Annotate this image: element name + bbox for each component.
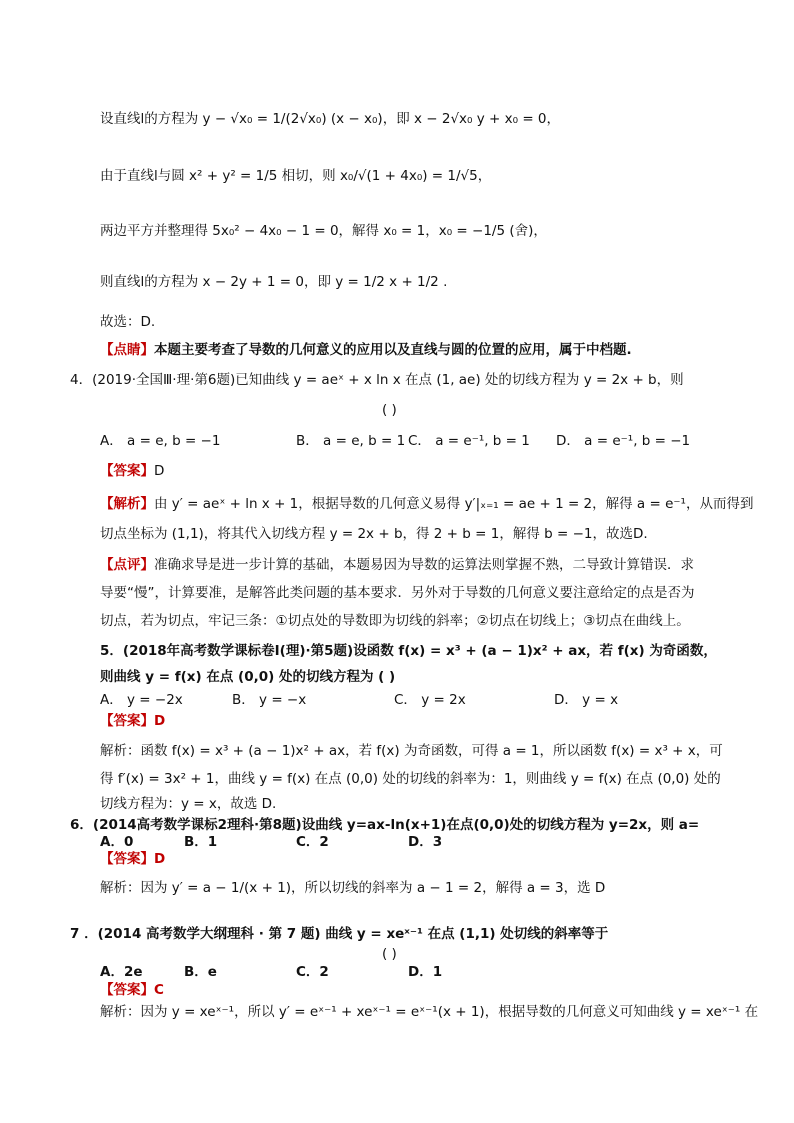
q6-option-a: A．0 — [100, 834, 134, 850]
dianjing-text: 本题主要考查了导数的几何意义的应用以及直线与圆的位置的应用，属于中档题. — [154, 342, 632, 358]
q7-option-d: D．1 — [408, 964, 443, 980]
q5-answer — [100, 711, 165, 731]
q4-comment-line-3: 切点，若为切点，牢记三条：①切点处的导数即为切线的斜率；②切点在切线上；③切点在曲线上。 — [100, 613, 690, 629]
dianjing-tag: 【点睛】 — [100, 342, 154, 358]
dianjing-note — [100, 340, 632, 360]
q4-analysis-text-1: 由 y′ = aeˣ + ln x + 1，根据导数的几何意义易得 y′|ₓ₌₁ = ae + 1 = 2，解得 a = e⁻¹，从而得到 — [154, 496, 754, 512]
q7-option-b: B．e — [184, 964, 217, 980]
q5-analysis-line-2: 得 f′(x) = 3x² + 1，曲线 y = f(x) 在点 (0,0) 处的切线的斜率为：1，则曲线 y = f(x) 在点 (0,0) 处的 — [100, 771, 721, 787]
q7-option-a: A．2e — [100, 964, 143, 980]
q6-option-b: B．1 — [184, 834, 218, 850]
q4-option-b: B． a = e, b = 1 — [296, 433, 406, 449]
q4-analysis-tag: 【解析】 — [100, 496, 154, 512]
q6-option-d: D．3 — [408, 834, 443, 850]
intro-line-3: 两边平方并整理得 5x₀² − 4x₀ − 1 = 0，解得 x₀ = 1，x₀ = −1/5 (舍)， — [100, 223, 547, 239]
intro-line-4: 则直线l的方程为 x − 2y + 1 = 0，即 y = 1/2 x + 1/2 . — [100, 274, 448, 290]
q4-answer-tag: 【答案】 — [100, 463, 154, 479]
q5-stem-line-2: 则曲线 y = f(x) 在点 (0,0) 处的切线方程为 ( ) — [100, 669, 396, 685]
q4-answer-value: D — [154, 463, 165, 479]
q5-option-b: B． y = −x — [232, 692, 307, 708]
q6-analysis: 解析：因为 y′ = a − 1/(x + 1)，所以切线的斜率为 a − 1 = 2，解得 a = 3，选 D — [100, 880, 606, 896]
q7-analysis: 解析：因为 y = xeˣ⁻¹，所以 y′ = eˣ⁻¹ + xeˣ⁻¹ = eˣ⁻¹(x + 1)，根据导数的几何意义可知曲线 y = xeˣ⁻¹ 在 — [100, 1004, 759, 1020]
intro-line-1: 设直线l的方程为 y − √x₀ = 1/(2√x₀) (x − x₀)，即 x − 2√x₀ y + x₀ = 0， — [100, 111, 561, 127]
q4-comment-line-1 — [100, 555, 694, 575]
q5-option-c: C． y = 2x — [394, 692, 466, 708]
q7-answer-tag: 【答案】 — [100, 982, 154, 998]
q4-comment-text-1: 准确求导是进一步计算的基础，本题易因为导数的运算法则掌握不熟，二导致计算错误．求 — [154, 557, 694, 573]
q7-stem: 7 ．(2014 高考数学大纲理科 · 第 7 题) 曲线 y = xeˣ⁻¹ 在点 (1,1) 处切线的斜率等于 — [70, 926, 609, 942]
intro-line-5: 故选：D. — [100, 314, 156, 330]
q5-option-a: A． y = −2x — [100, 692, 183, 708]
q7-option-c: C．2 — [296, 964, 329, 980]
q5-answer-value: D — [154, 713, 166, 729]
q5-option-d: D． y = x — [554, 692, 619, 708]
q4-analysis-line-2: 切点坐标为 (1,1)，将其代入切线方程 y = 2x + b，得 2 + b = 1，解得 b = −1，故选D. — [100, 526, 648, 542]
q4-paren: ( ) — [382, 402, 397, 418]
intro-line-2: 由于直线l与圆 x² + y² = 1/5 相切，则 x₀/√(1 + 4x₀) = 1/√5， — [100, 168, 492, 184]
q6-stem: 6．(2014高考数学课标2理科·第8题)设曲线 y=ax-ln(x+1)在点(0,0)处的切线方程为 y=2x，则 a= — [70, 817, 700, 833]
q4-option-c: C． a = e⁻¹, b = 1 — [408, 433, 530, 449]
q5-stem-line-1: 5．(2018年高考数学课标卷Ⅰ(理)·第5题)设函数 f(x) = x³ + (a − 1)x² + ax，若 f(x) 为奇函数， — [100, 643, 717, 659]
q6-answer — [100, 849, 165, 869]
q7-answer — [100, 980, 164, 1000]
q7-paren: ( ) — [382, 946, 397, 962]
q6-option-c: C．2 — [296, 834, 329, 850]
q6-answer-tag: 【答案】 — [100, 851, 154, 867]
q5-analysis-line-3: 切线方程为：y = x，故选 D. — [100, 796, 277, 812]
q5-analysis-line-1: 解析：函数 f(x) = x³ + (a − 1)x² + ax，若 f(x) 为奇函数，可得 a = 1，所以函数 f(x) = x³ + x，可 — [100, 743, 723, 759]
q4-option-a: A． a = e, b = −1 — [100, 433, 221, 449]
q6-answer-value: D — [154, 851, 166, 867]
q4-comment-line-2: 导要“慢”，计算要准，是解答此类问题的基本要求．另外对于导数的几何意义要注意给定的点是否为 — [100, 585, 695, 601]
q4-stem: 4．(2019·全国Ⅲ·理·第6题)已知曲线 y = aeˣ + x ln x 在点 (1, ae) 处的切线方程为 y = 2x + b，则 — [70, 372, 684, 388]
q4-option-d: D． a = e⁻¹, b = −1 — [556, 433, 691, 449]
q7-answer-value: C — [154, 982, 164, 998]
q4-answer — [100, 461, 164, 481]
q5-answer-tag: 【答案】 — [100, 713, 154, 729]
q4-analysis-line-1 — [100, 494, 753, 514]
q4-comment-tag: 【点评】 — [100, 557, 154, 573]
